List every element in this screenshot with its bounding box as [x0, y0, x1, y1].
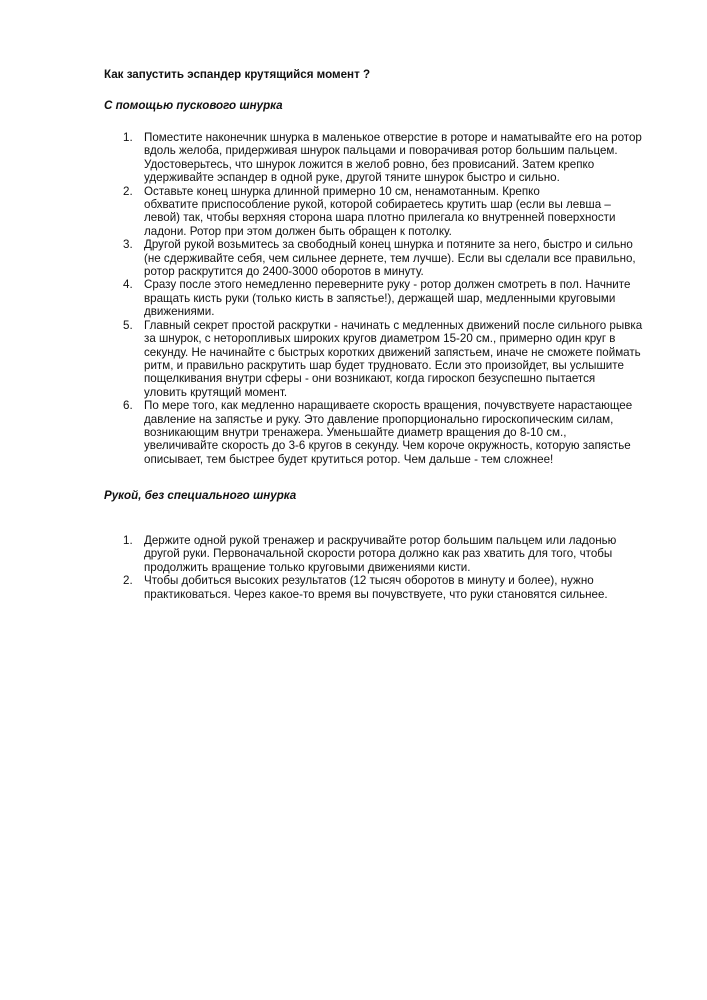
document-title: Как запустить эспандер крутящийся момент ?	[104, 68, 371, 81]
list-item	[104, 319, 684, 399]
list-item	[104, 574, 684, 601]
list-item-text-line: пощелкивания внутри сферы - они возникают, когда гироскоп безуспешно пытается	[144, 372, 596, 386]
list-item-text-line: другой руки. Первоначальной скорости ротора должно как раз хватить для того, чтобы	[144, 547, 613, 561]
list-item	[104, 534, 684, 574]
list-item	[104, 278, 684, 318]
list-item-number: 1.	[123, 131, 133, 144]
list-item-text-line: Главный секрет простой раскрутки - начинать с медленных движений после сильного рывка	[144, 318, 643, 332]
list-item-text-line: обхватите приспособление рукой, которой собираетесь крутить шар (если вы левша –	[144, 198, 611, 212]
list-item-text-line: возникающим внутри тренажера. Уменьшайте диаметр вращения до 8-10 см.,	[144, 425, 567, 439]
list-item	[104, 185, 684, 239]
list-item-text-line: практиковаться. Через какое-то время вы почувствуете, что руки становятся сильнее.	[144, 587, 608, 601]
list-item-text-line: описывает, тем быстрее будет крутиться ротор. Чем дальше - тем сложнее!	[144, 452, 554, 466]
by-hand-steps	[104, 534, 684, 601]
list-item-text-line: левой) так, чтобы верхняя сторона шара плотно прилегала ко внутренней поверхности	[144, 211, 616, 225]
list-item-number: 1.	[123, 534, 133, 547]
list-item-number: 5.	[123, 318, 133, 332]
list-item-text-line: давление на запястье и руку. Это давление пропорционально гироскопическим силам,	[144, 412, 614, 426]
list-item-text-line: Держите одной рукой тренажер и раскручивайте ротор большим пальцем или ладонью	[144, 534, 617, 547]
list-item-text-line: Удостоверьтесь, что шнурок ложится в желоб ровно, без провисаний. Затем крепко	[144, 157, 595, 171]
list-item-text-line: ладони. Ротор при этом должен быть обращен к потолку.	[144, 224, 452, 238]
list-item-text-line: ротор раскрутится до 2400-3000 оборотов в минуту.	[144, 265, 424, 279]
list-item-text-line: По мере того, как медленно наращиваете скорость вращения, почувствуете нарастающее	[144, 399, 633, 413]
section-heading-launch-cord: С помощью пускового шнурка	[104, 99, 283, 112]
list-item-text-line: ритм, и правильно раскрутить шар будет трудновато. Если это произойдет, вы услышите	[144, 358, 624, 372]
list-item-text-line: Чтобы добиться высоких результатов (12 тысяч оборотов в минуту и более), нужно	[144, 574, 594, 588]
list-item-text-line: вдоль желоба, придерживая шнурок пальцами и поворачивая ротор большим пальцем.	[144, 144, 618, 158]
list-item	[104, 131, 684, 185]
list-item-number: 6.	[123, 399, 133, 413]
list-item-number: 2.	[123, 184, 133, 198]
list-item-text-line: (не сдерживайте себя, чем сильнее дернете, тем лучше). Если вы сделали все правильно,	[144, 251, 636, 265]
list-item	[104, 238, 684, 278]
launch-cord-steps	[104, 131, 684, 466]
list-item-text-line: Поместите наконечник шнурка в маленькое отверстие в роторе и наматывайте его на ротор	[144, 131, 642, 144]
section-heading-by-hand: Рукой, без специального шнурка	[104, 489, 297, 502]
list-item-text-line: Сразу после этого немедленно переверните руку - ротор должен смотреть в пол. Начните	[144, 278, 631, 292]
list-item-text-line: Оставьте конец шнурка длинной примерно 10 см, ненамотанным. Крепко	[144, 184, 540, 198]
list-item-text-line: увеличивайте скорость до 3-6 кругов в секунду. Чем короче окружность, которую запястье	[144, 439, 631, 453]
list-item-text-line: продолжить вращение только круговыми движениями кисти.	[144, 560, 471, 574]
list-item-number: 4.	[123, 278, 133, 292]
list-item-text-line: за шнурок, с неторопливых широких кругов диаметром 15-20 см., примерно один круг в	[144, 332, 616, 346]
list-item-text-line: Другой рукой возьмитесь за свободный конец шнурка и потяните за него, быстро и сильно	[144, 238, 633, 252]
list-item-text-line: движениями.	[144, 305, 215, 319]
list-item-text-line: удерживайте эспандер в одной руке, другой тяните шнурок быстро и сильно.	[144, 171, 560, 185]
list-item-number: 2.	[123, 574, 133, 588]
list-item-text-line: уловить крутящий момент.	[144, 385, 288, 399]
list-item-number: 3.	[123, 238, 133, 252]
list-item	[104, 399, 684, 466]
list-item-text-line: секунду. Не начинайте с быстрых коротких движений запястьем, иначе не сможете поймать	[144, 345, 641, 359]
list-item-text-line: вращать кисть руки (только кисть в запястье!), держащей шар, медленными круговыми	[144, 291, 616, 305]
